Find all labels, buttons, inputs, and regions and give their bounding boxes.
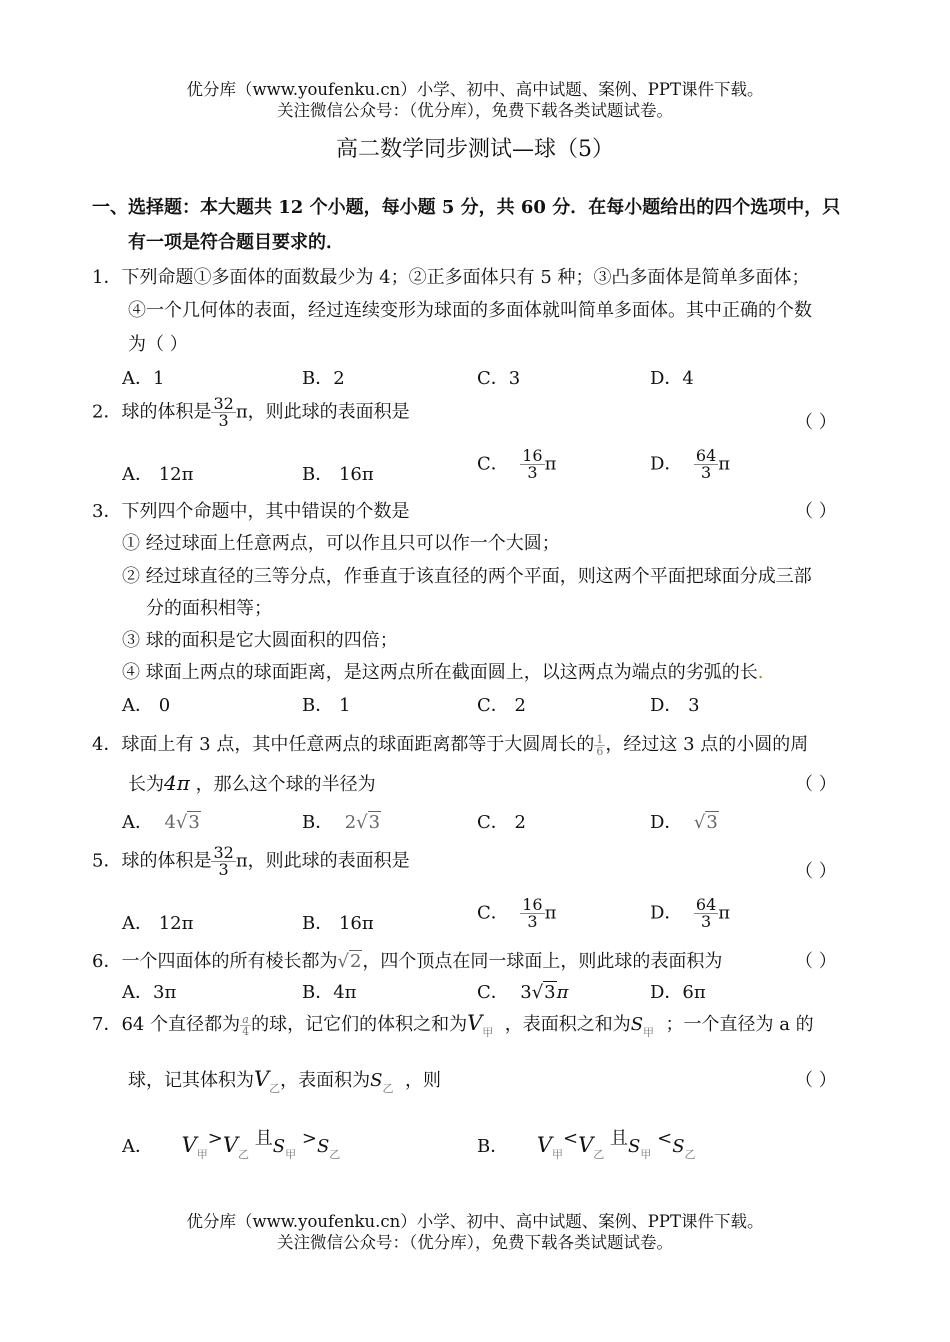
q7-a-s2: S (316, 1136, 330, 1157)
q6-c-coef: 3 (520, 982, 532, 1003)
q5-d-fraction (694, 897, 718, 930)
q4-a-radicand: 3 (188, 812, 200, 833)
q4-frac-den: 6 (596, 744, 604, 758)
q3-statement-2b: 分的面积相等； (146, 598, 272, 619)
q2-option-d (650, 448, 730, 481)
q6-radical-sign: √ (337, 951, 349, 972)
q5-c-fraction (520, 897, 544, 930)
q3-statement-4-text: ④ 球面上两点的球面距离，是这两点所在截面圆上，以这两点为端点的劣弧的长 (122, 662, 758, 683)
q4-fraction (594, 734, 605, 757)
q2-option-a: A． 12π (122, 464, 194, 485)
q7-b-v1: V (536, 1133, 553, 1157)
q2-d-den: 3 (700, 463, 712, 482)
q7-a-qie: 且 (254, 1128, 273, 1149)
q7-frac-num: a (240, 1014, 251, 1026)
q7-line-2 (128, 1066, 441, 1096)
q6-stem (92, 947, 722, 973)
q7-b-s2: S (672, 1136, 685, 1157)
q2-d-label: D． (650, 453, 683, 475)
q4-option-c: C． 2 (477, 812, 526, 833)
q4-a-radical-sign: √ (175, 812, 188, 833)
q6-option-d: D．6π (650, 982, 706, 1003)
q7-line-1-d: ；一个直径为 a 的 (665, 1014, 814, 1035)
q4-line-2-post: ，那么这个球的半径为 (195, 774, 376, 795)
q3-statement-1: ① 经过球面上任意两点，可以作且只可以作一个大圆； (122, 533, 560, 554)
q7-s-jia-symbol: S (630, 1014, 644, 1035)
q5-c-den: 3 (527, 912, 538, 931)
q3-statement-4 (122, 658, 763, 684)
q7-a-v1: V (181, 1133, 197, 1157)
q7-option-b (477, 1124, 696, 1162)
q5-frac-den: 3 (218, 860, 229, 879)
q7-line-1-a: 7．64 个直径都为 (92, 1014, 241, 1035)
q7-b-label: B． (477, 1136, 509, 1157)
q2-c-fraction (520, 448, 544, 481)
q3-option-b: B． 1 (302, 695, 351, 716)
footer-line-1: 优分库（www.youfenku.cn）小学、初中、高中试题、案例、PPT课件下载。 (186, 1212, 764, 1231)
q2-stem-pre: 2．球的体积是 (92, 401, 212, 423)
q7-b-qie: 且 (610, 1128, 629, 1149)
q3-statement-2a: ② 经过球直径的三等分点，作垂直于该直径的两个平面，则这两个平面把球面分成三部 (122, 566, 812, 587)
q7-line-1-b: 的球，记它们的体积之和为 (251, 1014, 468, 1035)
q5-stem (92, 845, 410, 878)
q7-option-a (122, 1124, 340, 1162)
q4-b-radicand: 3 (368, 812, 381, 833)
q2-answer-paren: （ ） (795, 412, 837, 433)
q6-answer-paren: （ ） (795, 951, 837, 972)
q1-line-3: 为（ ） (128, 334, 188, 355)
q5-stem-pre: 5．球的体积是 (92, 850, 212, 872)
q6-stem-pre: 6．一个四面体的所有棱长都为 (92, 951, 338, 972)
q5-option-b: B． 16π (302, 913, 374, 934)
q5-answer-paren: （ ） (795, 861, 837, 882)
q5-stem-post: π，则此球的表面积是 (235, 850, 410, 872)
q4-line-1-post: ，经过这 3 点的小圆的周 (605, 734, 809, 755)
q3-option-c: C． 2 (477, 695, 526, 716)
q6-option-c (477, 978, 568, 1004)
q4-b-label: B． (302, 812, 334, 833)
q1-option-a: A．1 (122, 368, 165, 389)
q2-stem-post: π，则此球的表面积是 (235, 401, 410, 423)
q4-line-1-pre: 4．球面上有 3 点，其中任意两点的球面距离都等于大圆周长的 (92, 734, 595, 755)
footer-line-2: 关注微信公众号：（优分库），免费下载各类试题试卷。 (277, 1233, 673, 1252)
section-heading-line-2: 有一项是符合题目要求的． (128, 232, 344, 253)
q5-frac-num: 32 (213, 843, 234, 862)
q2-c-den: 3 (527, 463, 538, 482)
q4-answer-paren: （ ） (795, 774, 837, 795)
q2-c-num: 16 (522, 446, 543, 465)
q7-b-v2-sub: 乙 (593, 1148, 605, 1161)
q3-statement-3: ③ 球的面积是它大圆面积的四倍； (122, 630, 398, 651)
q4-line-2 (128, 770, 376, 796)
q6-c-label: C． (477, 982, 509, 1003)
q2-d-pi: π (718, 453, 731, 475)
q6-c-radicand: 3 (544, 982, 556, 1003)
q7-a-label: A． (122, 1136, 153, 1157)
q4-d-label: D． (650, 812, 683, 833)
q3-option-d: D． 3 (650, 695, 700, 716)
q4-option-d (650, 808, 719, 834)
q7-b-lt-1: < (563, 1128, 579, 1149)
q7-fraction (240, 1014, 251, 1037)
q7-frac-den: 4 (242, 1024, 250, 1038)
q7-b-v1-sub: 甲 (552, 1148, 564, 1161)
q4-line-1 (92, 730, 808, 757)
q6-option-a: A．3π (122, 982, 177, 1003)
q5-fraction (211, 845, 235, 878)
header-line-1: 优分库（www.youfenku.cn）小学、初中、高中试题、案例、PPT课件下载。 (186, 80, 764, 99)
q7-a-gt-2: > (301, 1128, 317, 1149)
q6-radicand: 2 (349, 951, 362, 972)
q7-a-v2: V (222, 1133, 239, 1157)
q5-option-c (477, 897, 556, 930)
q5-d-num: 64 (695, 895, 717, 914)
q3-answer-paren: （ ） (795, 501, 837, 522)
q5-d-pi: π (718, 902, 731, 924)
q4-d-radical-sign: √ (693, 812, 706, 833)
q7-v-yi-subscript: 乙 (269, 1082, 281, 1095)
q7-a-s1: S (272, 1136, 286, 1157)
header-line-2: 关注微信公众号：（优分库），免费下载各类试题试卷。 (277, 101, 673, 120)
q7-a-s1-sub: 甲 (285, 1148, 297, 1161)
q5-c-pi: π (544, 902, 557, 924)
q2-stem (92, 396, 410, 429)
q2-d-num: 64 (695, 446, 717, 465)
q1-option-b: B．2 (302, 368, 345, 389)
q3-statement-4-dot: . (757, 662, 764, 683)
q7-a-gt-1: > (207, 1128, 223, 1149)
q7-s-yi-subscript: 乙 (382, 1082, 394, 1095)
q5-d-den: 3 (700, 912, 712, 931)
section-heading-line-1: 一、选择题：本大题共 12 个小题，每小题 5 分，共 60 分．在每小题给出的四个选项中，只 (92, 197, 841, 218)
q2-d-fraction (694, 448, 718, 481)
q7-v-jia-subscript: 甲 (482, 1026, 494, 1039)
q1-option-d: D．4 (650, 368, 694, 389)
q1-option-c: C．3 (477, 368, 521, 389)
q7-line-1-c: ，表面积之和为 (504, 1014, 631, 1035)
q7-a-s2-sub: 乙 (329, 1148, 341, 1161)
q2-option-c (477, 448, 556, 481)
q6-option-b: B．4π (302, 982, 357, 1003)
q2-fraction (211, 396, 235, 429)
q4-b-radical-sign: √ (356, 812, 368, 833)
q2-frac-num: 32 (213, 394, 234, 413)
q7-a-v2-sub: 乙 (238, 1148, 250, 1161)
q2-c-label: C． (477, 453, 509, 475)
q4-a-coef: 4 (164, 812, 176, 833)
q4-circumference: 4π (164, 771, 190, 795)
q5-option-d (650, 897, 730, 930)
q1-line-1: 1．下列命题①多面体的面数最少为 4；②正多面体只有 5 种；③凸多面体是简单多面体； (92, 267, 810, 288)
q4-frac-num: 1 (596, 732, 604, 746)
q7-b-s1: S (628, 1136, 641, 1157)
q7-line-2-a: 球，记其体积为 (128, 1070, 254, 1091)
q7-line-1 (92, 1010, 814, 1040)
q4-line-2-pre: 长为 (128, 774, 164, 795)
q7-v-yi-symbol: V (254, 1067, 270, 1091)
q2-frac-den: 3 (218, 411, 229, 430)
q6-stem-post: ，四个顶点在同一球面上，则此球的表面积为 (362, 951, 723, 972)
q3-option-a: A． 0 (122, 695, 171, 716)
q6-c-pi: π (556, 982, 569, 1003)
q5-option-a: A． 12π (122, 913, 194, 934)
q7-v-jia-symbol: V (467, 1011, 483, 1035)
q5-d-label: D． (650, 902, 683, 924)
q1-line-2: ④一个几何体的表面，经过连续变形为球面的多面体就叫简单多面体。其中正确的个数 (128, 300, 812, 321)
q7-answer-paren: （ ） (795, 1070, 837, 1091)
q7-b-s2-sub: 乙 (684, 1148, 696, 1161)
q2-option-b: B． 16π (302, 464, 374, 485)
q7-s-jia-subscript: 甲 (643, 1026, 655, 1039)
q4-d-radicand: 3 (706, 812, 718, 833)
q5-c-label: C． (477, 902, 509, 924)
q4-a-label: A． (122, 812, 153, 833)
q2-c-pi: π (544, 453, 557, 475)
q7-s-yi-symbol: S (370, 1070, 383, 1091)
q7-b-s1-sub: 甲 (640, 1148, 652, 1161)
q4-option-b (302, 808, 381, 834)
q7-line-2-c: ，则 (404, 1070, 441, 1091)
q7-b-v2: V (578, 1133, 594, 1157)
page-title: 高二数学同步测试—球（5） (336, 137, 614, 162)
q7-line-2-b: ，表面积为 (280, 1070, 371, 1091)
q7-b-lt-2: < (657, 1128, 673, 1149)
q6-c-radical-sign: √ (531, 982, 544, 1003)
q4-option-a (122, 808, 201, 834)
q3-stem: 3．下列四个命题中，其中错误的个数是 (92, 501, 410, 522)
q5-c-num: 16 (522, 895, 543, 914)
q7-a-v1-sub: 甲 (196, 1148, 208, 1161)
q4-b-coef: 2 (344, 812, 357, 833)
